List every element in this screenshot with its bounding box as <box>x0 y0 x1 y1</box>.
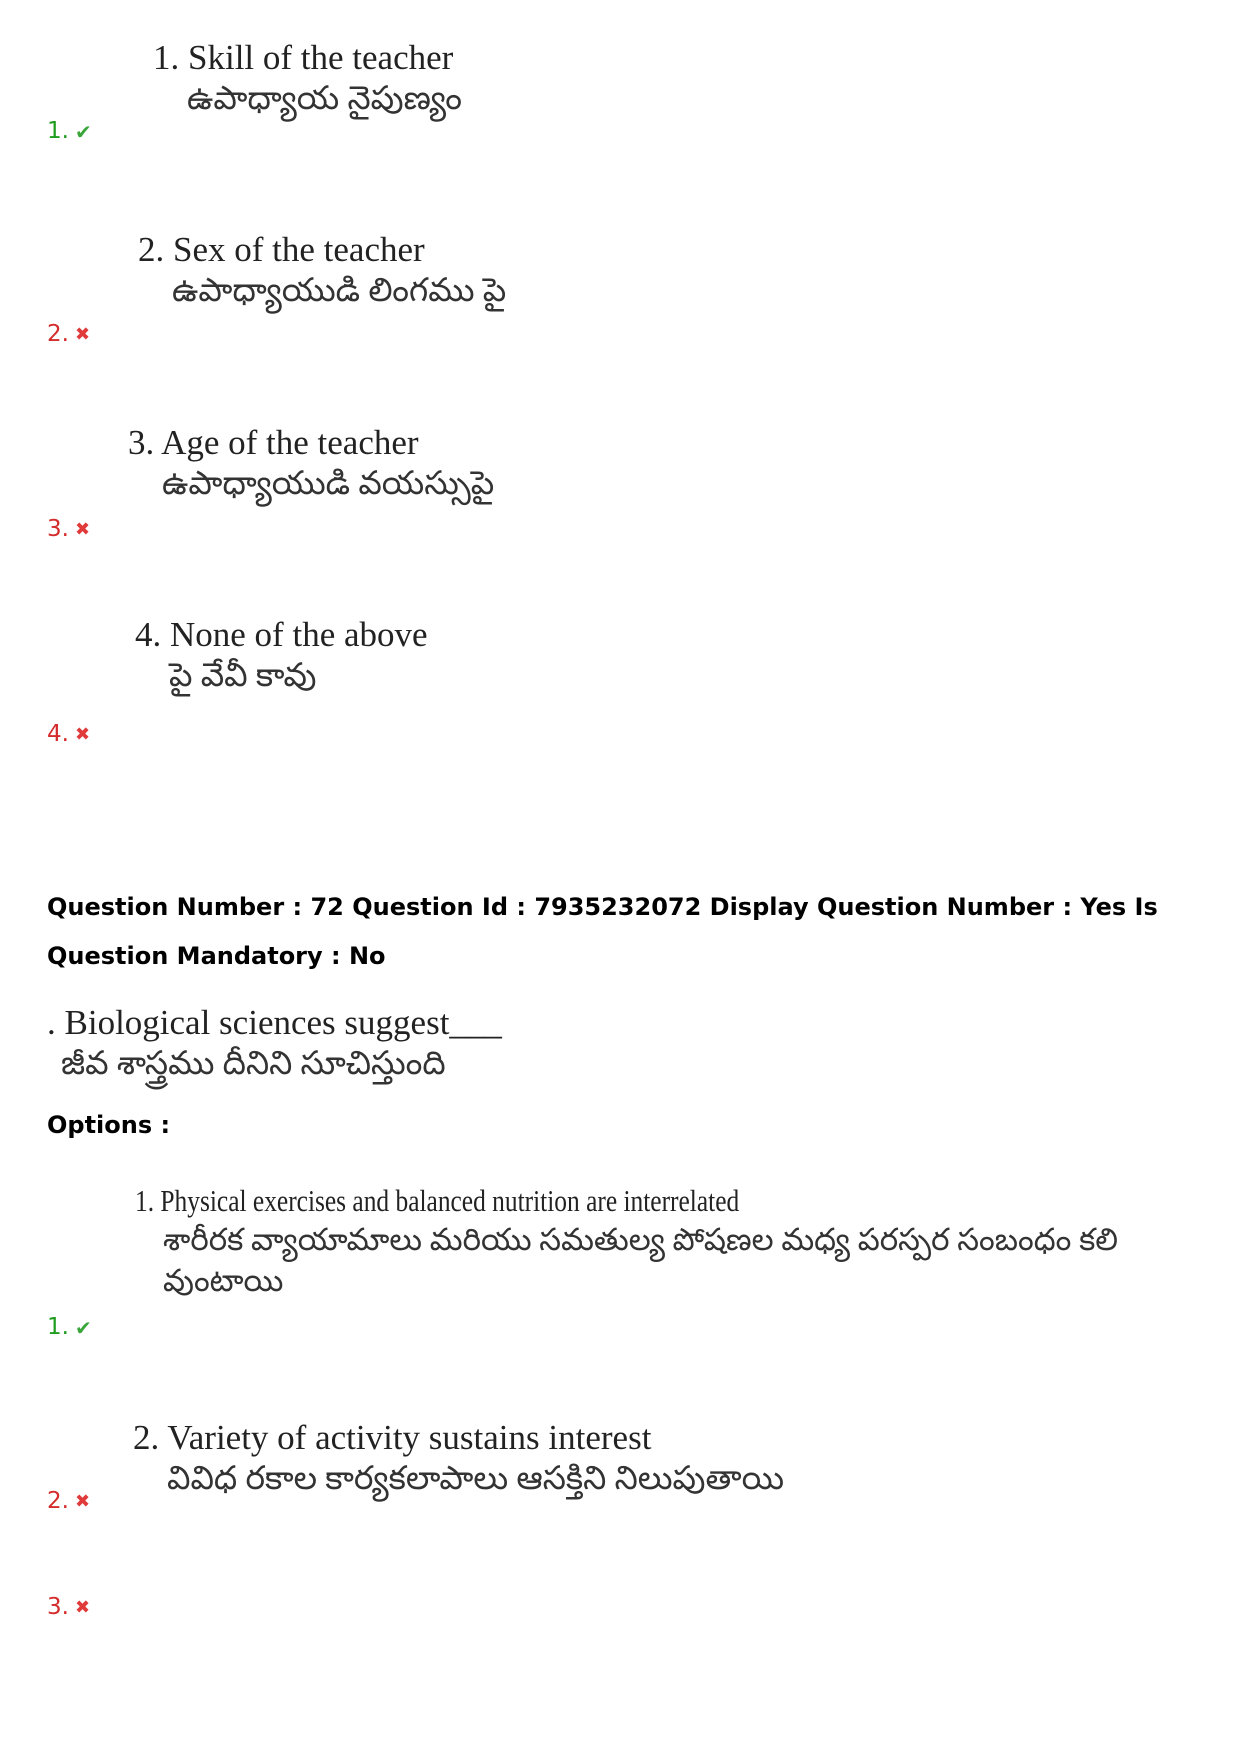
prev-option-4-telugu: పై వేవీ కావు <box>169 658 317 695</box>
prev-option-1-english: 1. Skill of the teacher <box>153 38 454 77</box>
option-2-telugu: వివిధ రకాల కార్యకలాపాలు ఆసక్తిని నిలుపుతాయి <box>167 1461 785 1498</box>
option-2-marker <box>47 1490 90 1513</box>
option-3-marker <box>47 1596 90 1619</box>
prev-option-1-number: 1. <box>47 118 69 144</box>
question-text <box>47 1003 502 1086</box>
cross-icon: ✖ <box>74 323 91 345</box>
option-1-telugu-line2: వుంటాయి <box>163 1263 284 1299</box>
option-2-number: 2. <box>47 1488 69 1514</box>
prev-option-3-english: 3. Age of the teacher <box>128 423 419 462</box>
cross-icon: ✖ <box>74 518 91 540</box>
prev-option-3-telugu: ఉపాధ్యాయుడి వయస్సుపై <box>162 466 495 503</box>
question-text-english: . Biological sciences suggest___ <box>47 1003 502 1042</box>
prev-option-1-marker <box>47 120 92 143</box>
cross-icon: ✖ <box>74 723 91 745</box>
prev-option-1-telugu: ఉపాధ్యాయ నైపుణ్యం <box>187 81 462 118</box>
option-1-content <box>135 1183 1118 1302</box>
option-2-content <box>133 1418 784 1501</box>
option-2-english: 2. Variety of activity sustains interest <box>133 1418 652 1457</box>
prev-option-4-content <box>135 615 428 698</box>
prev-option-2-content <box>138 230 506 313</box>
check-icon: ✔ <box>74 1315 92 1340</box>
prev-option-3-marker <box>47 518 90 541</box>
cross-icon: ✖ <box>74 1490 91 1512</box>
prev-option-2-english: 2. Sex of the teacher <box>138 230 425 269</box>
prev-option-3-content <box>128 423 494 506</box>
question-meta: Question Number : 72 Question Id : 7935232072 Display Question Number : Yes Is Question Mandatory : No <box>47 893 1158 970</box>
prev-option-4-number: 4. <box>47 721 69 747</box>
prev-option-3-number: 3. <box>47 516 69 542</box>
option-1-english: 1. Physical exercises and balanced nutrition are interrelated <box>135 1183 740 1218</box>
option-3-number: 3. <box>47 1594 69 1620</box>
question-text-telugu: జీవ శాస్త్రము దీనిని సూచిస్తుంది <box>61 1046 446 1083</box>
options-label: Options : <box>47 1111 171 1139</box>
prev-option-1-content <box>153 38 462 121</box>
prev-option-2-marker <box>47 323 90 346</box>
prev-option-4-marker <box>47 723 90 746</box>
prev-option-4-english: 4. None of the above <box>135 615 428 654</box>
option-1-telugu-line1: శారీరక వ్యాయామాలు మరియు సమతుల్య పోషణల మధ్య పరస్పర సంబంధం కలి <box>163 1221 1118 1257</box>
prev-option-2-number: 2. <box>47 321 69 347</box>
check-icon: ✔ <box>74 119 92 144</box>
cross-icon: ✖ <box>74 1596 91 1618</box>
prev-option-2-telugu: ఉపాధ్యాయుడి లింగము పై <box>172 273 507 310</box>
option-1-marker <box>47 1316 92 1339</box>
option-1-number: 1. <box>47 1314 69 1340</box>
